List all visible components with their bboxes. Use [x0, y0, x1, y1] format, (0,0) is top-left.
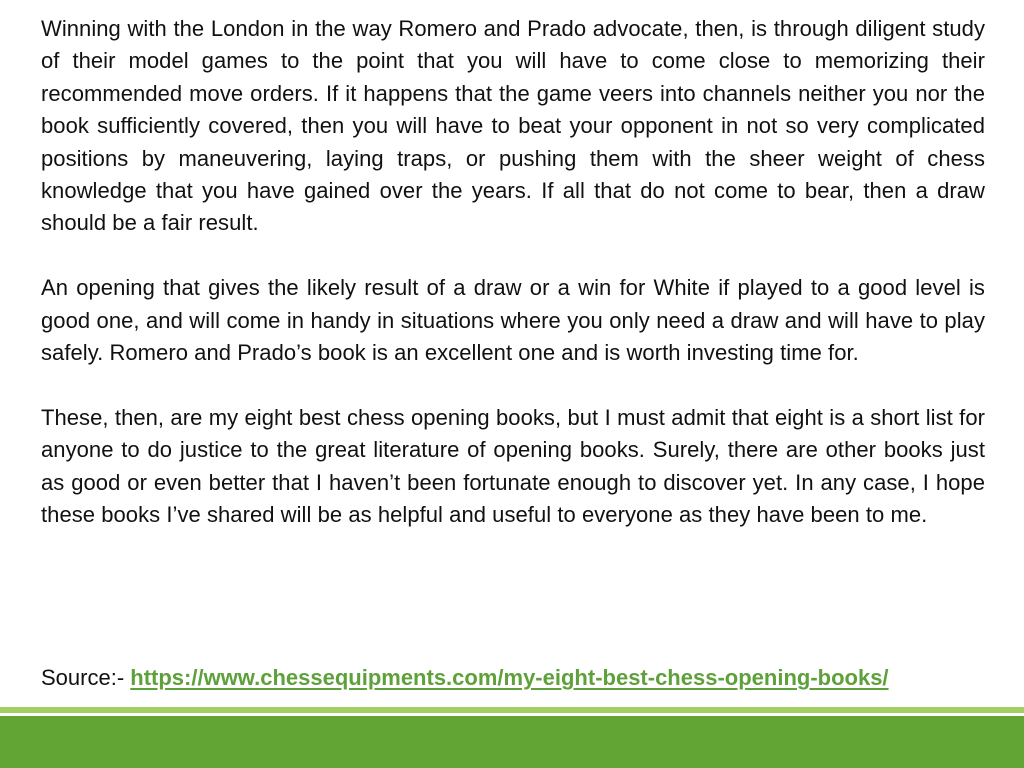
footer-bar — [0, 716, 1024, 768]
source-label: Source:- — [41, 665, 131, 690]
paragraph-1: Winning with the London in the way Romero and Prado advocate, then, is through diligent study of their model games to the point that you will have to come close to memorizing their recommended move orders. If it happens that the game veers into channels neither you nor the book sufficiently covered, then you will have to beat your opponent in not so very complicated positions by maneuvering, laying traps, or pushing them with the sheer weight of chess knowledge that you have gained over the years. If all that do not come to bear, then a draw should be a fair result. — [41, 16, 985, 236]
source-link[interactable]: https://www.chessequipments.com/my-eight-best-chess-opening-books/ — [130, 665, 889, 690]
footer-accent-stripe — [0, 707, 1024, 713]
paragraph-2: An opening that gives the likely result of a draw or a win for White if played to a good level is good one, and will come in handy in situations where you only need a draw and will have to play safely. Romero and Prado’s book is an excellent one and is worth investing time for. — [41, 275, 985, 366]
source-line — [41, 662, 889, 694]
article-body — [41, 13, 985, 531]
paragraph-3: These, then, are my eight best chess opening books, but I must admit that eight is a short list for anyone to do justice to the great literature of opening books. Surely, there are other books just as good or even better that I haven’t been fortunate enough to discover yet. In any case, I hope these books I’ve shared will be as helpful and useful to everyone as they have been to me. — [41, 404, 985, 528]
